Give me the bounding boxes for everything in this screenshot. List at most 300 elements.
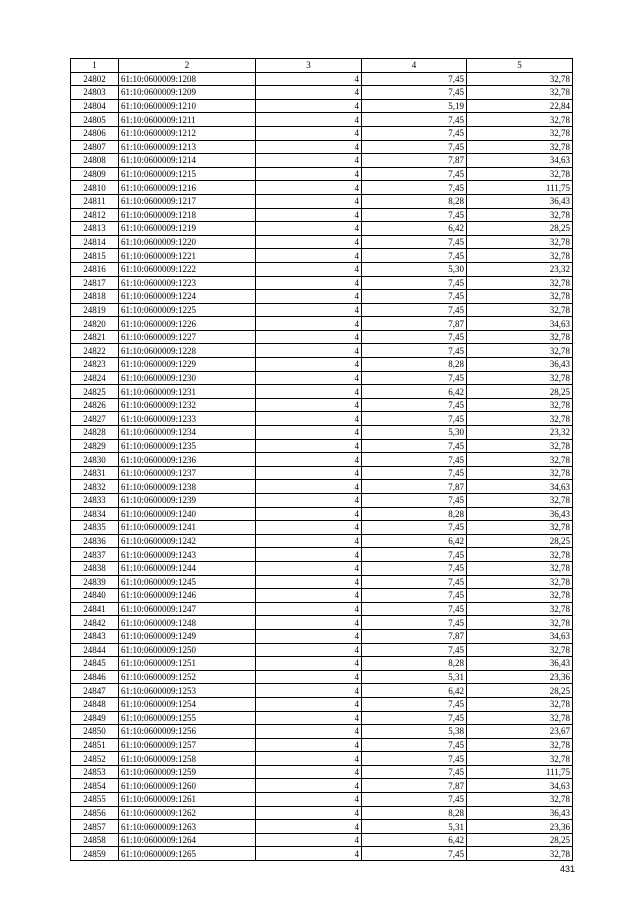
column-3-cell: 4	[256, 711, 362, 725]
cadastral-number-cell: 61:10:0600009:1264	[119, 833, 256, 847]
row-number-cell: 24846	[71, 670, 119, 684]
column-3-cell: 4	[256, 235, 362, 249]
cadastral-number-cell: 61:10:0600009:1219	[119, 222, 256, 236]
row-number-cell: 24814	[71, 235, 119, 249]
column-4-cell: 6,42	[362, 833, 467, 847]
column-4-cell: 7,87	[362, 779, 467, 793]
row-number-cell: 24848	[71, 697, 119, 711]
cadastral-number-cell: 61:10:0600009:1240	[119, 507, 256, 521]
row-number-cell: 24852	[71, 752, 119, 766]
column-4-cell: 7,45	[362, 643, 467, 657]
column-4-cell: 6,42	[362, 684, 467, 698]
column-4-cell: 7,45	[362, 290, 467, 304]
column-4-cell: 6,42	[362, 534, 467, 548]
table-row	[71, 657, 573, 671]
column-3-cell: 4	[256, 398, 362, 412]
row-number-cell: 24831	[71, 466, 119, 480]
row-number-cell: 24843	[71, 629, 119, 643]
table-row	[71, 684, 573, 698]
row-number-cell: 24832	[71, 480, 119, 494]
cadastral-number-cell: 61:10:0600009:1211	[119, 113, 256, 127]
cadastral-number-cell: 61:10:0600009:1253	[119, 684, 256, 698]
row-number-cell: 24816	[71, 262, 119, 276]
column-5-cell: 32,78	[467, 494, 573, 508]
column-4-cell: 5,38	[362, 725, 467, 739]
column-5-cell: 32,78	[467, 126, 573, 140]
column-3-cell: 4	[256, 629, 362, 643]
table-row	[71, 385, 573, 399]
table-row	[71, 412, 573, 426]
table-row	[71, 806, 573, 820]
column-3-cell: 4	[256, 412, 362, 426]
cadastral-number-cell: 61:10:0600009:1242	[119, 534, 256, 548]
row-number-cell: 24804	[71, 99, 119, 113]
cadastral-number-cell: 61:10:0600009:1255	[119, 711, 256, 725]
column-5-cell: 23,67	[467, 725, 573, 739]
row-number-cell: 24829	[71, 439, 119, 453]
column-header-3: 3	[256, 59, 362, 73]
table-row	[71, 290, 573, 304]
column-4-cell: 7,45	[362, 548, 467, 562]
column-5-cell: 32,78	[467, 86, 573, 100]
row-number-cell: 24828	[71, 426, 119, 440]
column-5-cell: 36,43	[467, 194, 573, 208]
column-3-cell: 4	[256, 494, 362, 508]
table-row	[71, 616, 573, 630]
column-3-cell: 4	[256, 738, 362, 752]
column-5-cell: 28,25	[467, 385, 573, 399]
cadastral-number-cell: 61:10:0600009:1254	[119, 697, 256, 711]
cadastral-number-cell: 61:10:0600009:1238	[119, 480, 256, 494]
table-row	[71, 725, 573, 739]
column-3-cell: 4	[256, 222, 362, 236]
column-3-cell: 4	[256, 167, 362, 181]
column-3-cell: 4	[256, 385, 362, 399]
table-row	[71, 113, 573, 127]
cadastral-number-cell: 61:10:0600009:1246	[119, 589, 256, 603]
column-5-cell: 32,78	[467, 412, 573, 426]
column-4-cell: 7,45	[362, 412, 467, 426]
column-5-cell: 32,78	[467, 793, 573, 807]
row-number-cell: 24830	[71, 453, 119, 467]
row-number-cell: 24859	[71, 847, 119, 861]
column-3-cell: 4	[256, 86, 362, 100]
column-3-cell: 4	[256, 670, 362, 684]
column-header-1: 1	[71, 59, 119, 73]
column-3-cell: 4	[256, 589, 362, 603]
column-5-cell: 32,78	[467, 439, 573, 453]
column-4-cell: 6,42	[362, 222, 467, 236]
table-row	[71, 317, 573, 331]
column-5-cell: 32,78	[467, 453, 573, 467]
column-3-cell: 4	[256, 154, 362, 168]
column-4-cell: 8,28	[362, 657, 467, 671]
column-3-cell: 4	[256, 602, 362, 616]
table-row	[71, 793, 573, 807]
column-3-cell: 4	[256, 752, 362, 766]
row-number-cell: 24815	[71, 249, 119, 263]
cadastral-number-cell: 61:10:0600009:1227	[119, 330, 256, 344]
row-number-cell: 24825	[71, 385, 119, 399]
column-5-cell: 32,78	[467, 276, 573, 290]
column-3-cell: 4	[256, 290, 362, 304]
column-3-cell: 4	[256, 779, 362, 793]
cadastral-number-cell: 61:10:0600009:1245	[119, 575, 256, 589]
column-3-cell: 4	[256, 548, 362, 562]
column-4-cell: 7,45	[362, 167, 467, 181]
row-number-cell: 24835	[71, 521, 119, 535]
column-5-cell: 32,78	[467, 847, 573, 861]
cadastral-number-cell: 61:10:0600009:1222	[119, 262, 256, 276]
column-4-cell: 7,45	[362, 249, 467, 263]
column-4-cell: 7,45	[362, 521, 467, 535]
column-3-cell: 4	[256, 806, 362, 820]
column-4-cell: 5,31	[362, 670, 467, 684]
column-5-cell: 32,78	[467, 330, 573, 344]
column-5-cell: 32,78	[467, 561, 573, 575]
column-5-cell: 32,78	[467, 398, 573, 412]
row-number-cell: 24833	[71, 494, 119, 508]
column-4-cell: 7,45	[362, 140, 467, 154]
cadastral-number-cell: 61:10:0600009:1233	[119, 412, 256, 426]
cadastral-number-cell: 61:10:0600009:1209	[119, 86, 256, 100]
column-header-4: 4	[362, 59, 467, 73]
column-4-cell: 5,30	[362, 426, 467, 440]
column-4-cell: 7,45	[362, 711, 467, 725]
column-3-cell: 4	[256, 439, 362, 453]
table-row	[71, 507, 573, 521]
table-row	[71, 72, 573, 86]
table-row	[71, 575, 573, 589]
row-number-cell: 24803	[71, 86, 119, 100]
row-number-cell: 24812	[71, 208, 119, 222]
table-row	[71, 344, 573, 358]
table-row	[71, 181, 573, 195]
column-4-cell: 8,28	[362, 194, 467, 208]
table-row	[71, 222, 573, 236]
column-3-cell: 4	[256, 330, 362, 344]
table-row	[71, 466, 573, 480]
column-5-cell: 32,78	[467, 697, 573, 711]
column-5-cell: 32,78	[467, 521, 573, 535]
cadastral-number-cell: 61:10:0600009:1234	[119, 426, 256, 440]
table-row	[71, 534, 573, 548]
row-number-cell: 24849	[71, 711, 119, 725]
table-row	[71, 779, 573, 793]
column-3-cell: 4	[256, 616, 362, 630]
row-number-cell: 24807	[71, 140, 119, 154]
column-4-cell: 7,45	[362, 765, 467, 779]
column-5-cell: 32,78	[467, 235, 573, 249]
row-number-cell: 24839	[71, 575, 119, 589]
cadastral-number-cell: 61:10:0600009:1229	[119, 358, 256, 372]
column-3-cell: 4	[256, 534, 362, 548]
row-number-cell: 24826	[71, 398, 119, 412]
column-4-cell: 5,30	[362, 262, 467, 276]
cadastral-number-cell: 61:10:0600009:1244	[119, 561, 256, 575]
table-row	[71, 480, 573, 494]
column-3-cell: 4	[256, 426, 362, 440]
column-4-cell: 7,45	[362, 181, 467, 195]
row-number-cell: 24806	[71, 126, 119, 140]
table-row	[71, 140, 573, 154]
column-5-cell: 28,25	[467, 684, 573, 698]
table-row	[71, 167, 573, 181]
cadastral-number-cell: 61:10:0600009:1230	[119, 371, 256, 385]
column-4-cell: 5,31	[362, 820, 467, 834]
row-number-cell: 24834	[71, 507, 119, 521]
row-number-cell: 24858	[71, 833, 119, 847]
cadastral-number-cell: 61:10:0600009:1241	[119, 521, 256, 535]
column-3-cell: 4	[256, 561, 362, 575]
row-number-cell: 24810	[71, 181, 119, 195]
column-3-cell: 4	[256, 358, 362, 372]
column-5-cell: 32,78	[467, 344, 573, 358]
row-number-cell: 24838	[71, 561, 119, 575]
data-table	[70, 58, 573, 861]
column-3-cell: 4	[256, 507, 362, 521]
table-row	[71, 602, 573, 616]
column-5-cell: 32,78	[467, 616, 573, 630]
column-3-cell: 4	[256, 262, 362, 276]
row-number-cell: 24821	[71, 330, 119, 344]
cadastral-number-cell: 61:10:0600009:1263	[119, 820, 256, 834]
column-4-cell: 7,45	[362, 847, 467, 861]
row-number-cell: 24817	[71, 276, 119, 290]
column-4-cell: 7,45	[362, 494, 467, 508]
row-number-cell: 24808	[71, 154, 119, 168]
table-row	[71, 548, 573, 562]
table-row	[71, 711, 573, 725]
column-4-cell: 7,45	[362, 344, 467, 358]
column-3-cell: 4	[256, 820, 362, 834]
cadastral-number-cell: 61:10:0600009:1216	[119, 181, 256, 195]
column-5-cell: 36,43	[467, 507, 573, 521]
column-5-cell: 23,36	[467, 820, 573, 834]
column-5-cell: 32,78	[467, 711, 573, 725]
cadastral-number-cell: 61:10:0600009:1228	[119, 344, 256, 358]
column-3-cell: 4	[256, 126, 362, 140]
column-3-cell: 4	[256, 140, 362, 154]
column-5-cell: 32,78	[467, 738, 573, 752]
column-4-cell: 7,45	[362, 602, 467, 616]
column-header-2: 2	[119, 59, 256, 73]
row-number-cell: 24856	[71, 806, 119, 820]
row-number-cell: 24844	[71, 643, 119, 657]
table-row	[71, 249, 573, 263]
row-number-cell: 24822	[71, 344, 119, 358]
column-5-cell: 34,63	[467, 154, 573, 168]
column-5-cell: 23,36	[467, 670, 573, 684]
column-4-cell: 7,45	[362, 752, 467, 766]
table-row	[71, 208, 573, 222]
column-5-cell: 32,78	[467, 140, 573, 154]
row-number-cell: 24850	[71, 725, 119, 739]
column-5-cell: 34,63	[467, 317, 573, 331]
column-4-cell: 7,45	[362, 697, 467, 711]
column-4-cell: 7,45	[362, 371, 467, 385]
table-row	[71, 426, 573, 440]
table-row	[71, 398, 573, 412]
table-row	[71, 330, 573, 344]
column-5-cell: 111,75	[467, 765, 573, 779]
column-3-cell: 4	[256, 113, 362, 127]
column-5-cell: 32,78	[467, 752, 573, 766]
table-row	[71, 629, 573, 643]
cadastral-number-cell: 61:10:0600009:1248	[119, 616, 256, 630]
column-4-cell: 7,45	[362, 616, 467, 630]
column-5-cell: 32,78	[467, 602, 573, 616]
row-number-cell: 24842	[71, 616, 119, 630]
row-number-cell: 24813	[71, 222, 119, 236]
column-3-cell: 4	[256, 344, 362, 358]
column-5-cell: 34,63	[467, 480, 573, 494]
column-3-cell: 4	[256, 643, 362, 657]
row-number-cell: 24845	[71, 657, 119, 671]
column-5-cell: 32,78	[467, 303, 573, 317]
table-body	[71, 72, 573, 860]
cadastral-number-cell: 61:10:0600009:1252	[119, 670, 256, 684]
column-3-cell: 4	[256, 765, 362, 779]
cadastral-number-cell: 61:10:0600009:1256	[119, 725, 256, 739]
column-4-cell: 7,45	[362, 398, 467, 412]
column-4-cell: 7,45	[362, 453, 467, 467]
column-4-cell: 7,45	[362, 575, 467, 589]
column-5-cell: 32,78	[467, 208, 573, 222]
column-4-cell: 7,45	[362, 208, 467, 222]
row-number-cell: 24837	[71, 548, 119, 562]
column-5-cell: 28,25	[467, 222, 573, 236]
table-row	[71, 820, 573, 834]
row-number-cell: 24823	[71, 358, 119, 372]
column-4-cell: 7,45	[362, 276, 467, 290]
table-row	[71, 358, 573, 372]
column-3-cell: 4	[256, 466, 362, 480]
column-4-cell: 7,45	[362, 86, 467, 100]
column-3-cell: 4	[256, 657, 362, 671]
row-number-cell: 24819	[71, 303, 119, 317]
column-4-cell: 8,28	[362, 507, 467, 521]
cadastral-number-cell: 61:10:0600009:1261	[119, 793, 256, 807]
table-row	[71, 235, 573, 249]
row-number-cell: 24853	[71, 765, 119, 779]
column-3-cell: 4	[256, 208, 362, 222]
cadastral-number-cell: 61:10:0600009:1247	[119, 602, 256, 616]
table-row	[71, 494, 573, 508]
cadastral-number-cell: 61:10:0600009:1239	[119, 494, 256, 508]
cadastral-number-cell: 61:10:0600009:1232	[119, 398, 256, 412]
column-header-5: 5	[467, 59, 573, 73]
column-5-cell: 32,78	[467, 643, 573, 657]
column-3-cell: 4	[256, 181, 362, 195]
cadastral-number-cell: 61:10:0600009:1210	[119, 99, 256, 113]
cadastral-number-cell: 61:10:0600009:1225	[119, 303, 256, 317]
cadastral-number-cell: 61:10:0600009:1251	[119, 657, 256, 671]
table-row	[71, 99, 573, 113]
column-5-cell: 111,75	[467, 181, 573, 195]
column-4-cell: 7,45	[362, 589, 467, 603]
table-row	[71, 439, 573, 453]
column-5-cell: 28,25	[467, 833, 573, 847]
column-5-cell: 32,78	[467, 290, 573, 304]
row-number-cell: 24851	[71, 738, 119, 752]
row-number-cell: 24809	[71, 167, 119, 181]
column-5-cell: 36,43	[467, 806, 573, 820]
row-number-cell: 24818	[71, 290, 119, 304]
table-row	[71, 262, 573, 276]
column-4-cell: 7,45	[362, 466, 467, 480]
column-4-cell: 5,19	[362, 99, 467, 113]
column-3-cell: 4	[256, 847, 362, 861]
column-4-cell: 7,87	[362, 317, 467, 331]
page-number: 431	[560, 864, 576, 874]
column-3-cell: 4	[256, 72, 362, 86]
cadastral-number-cell: 61:10:0600009:1259	[119, 765, 256, 779]
column-3-cell: 4	[256, 480, 362, 494]
column-4-cell: 7,45	[362, 738, 467, 752]
cadastral-number-cell: 61:10:0600009:1249	[119, 629, 256, 643]
row-number-cell: 24840	[71, 589, 119, 603]
column-5-cell: 34,63	[467, 779, 573, 793]
row-number-cell: 24827	[71, 412, 119, 426]
row-number-cell: 24802	[71, 72, 119, 86]
cadastral-number-cell: 61:10:0600009:1213	[119, 140, 256, 154]
column-5-cell: 36,43	[467, 358, 573, 372]
column-4-cell: 7,45	[362, 330, 467, 344]
row-number-cell: 24857	[71, 820, 119, 834]
cadastral-number-cell: 61:10:0600009:1223	[119, 276, 256, 290]
table-row	[71, 752, 573, 766]
row-number-cell: 24820	[71, 317, 119, 331]
table-row	[71, 371, 573, 385]
row-number-cell: 24824	[71, 371, 119, 385]
column-3-cell: 4	[256, 453, 362, 467]
row-number-cell: 24805	[71, 113, 119, 127]
column-5-cell: 36,43	[467, 657, 573, 671]
column-5-cell: 34,63	[467, 629, 573, 643]
column-5-cell: 32,78	[467, 589, 573, 603]
table-row	[71, 303, 573, 317]
column-4-cell: 8,28	[362, 358, 467, 372]
column-3-cell: 4	[256, 249, 362, 263]
column-3-cell: 4	[256, 303, 362, 317]
table-row	[71, 126, 573, 140]
table-row	[71, 589, 573, 603]
column-4-cell: 7,45	[362, 793, 467, 807]
cadastral-number-cell: 61:10:0600009:1220	[119, 235, 256, 249]
row-number-cell: 24847	[71, 684, 119, 698]
cadastral-number-cell: 61:10:0600009:1250	[119, 643, 256, 657]
column-5-cell: 28,25	[467, 534, 573, 548]
column-5-cell: 32,78	[467, 466, 573, 480]
column-4-cell: 7,87	[362, 480, 467, 494]
cadastral-number-cell: 61:10:0600009:1226	[119, 317, 256, 331]
column-4-cell: 8,28	[362, 806, 467, 820]
cadastral-number-cell: 61:10:0600009:1208	[119, 72, 256, 86]
row-number-cell: 24836	[71, 534, 119, 548]
column-4-cell: 6,42	[362, 385, 467, 399]
cadastral-number-cell: 61:10:0600009:1265	[119, 847, 256, 861]
column-3-cell: 4	[256, 371, 362, 385]
column-5-cell: 32,78	[467, 249, 573, 263]
table-row	[71, 833, 573, 847]
cadastral-number-cell: 61:10:0600009:1257	[119, 738, 256, 752]
table-row	[71, 697, 573, 711]
column-5-cell: 23,32	[467, 262, 573, 276]
column-5-cell: 32,78	[467, 548, 573, 562]
row-number-cell: 24841	[71, 602, 119, 616]
cadastral-number-cell: 61:10:0600009:1262	[119, 806, 256, 820]
